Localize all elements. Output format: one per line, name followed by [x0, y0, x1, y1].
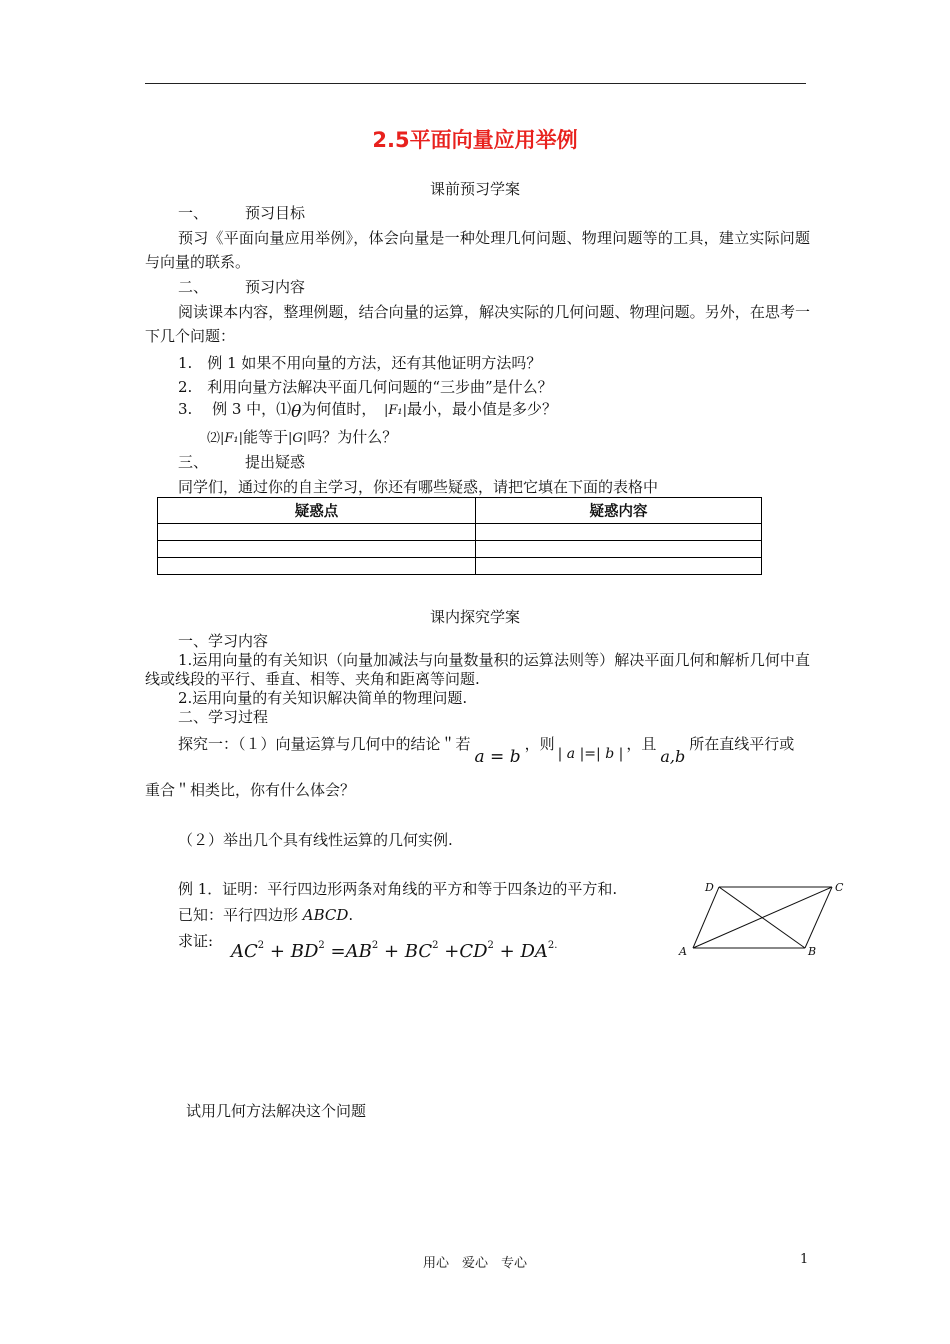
learn-item-1: 1.运用向量的有关知识（向量加减法与向量数量积的运算法则等）解决平面几何和解析几何中直线或线段的平行、垂直、相等、夹角和距离等问题.	[145, 651, 810, 688]
term-da: DA	[520, 941, 548, 962]
explore-1	[178, 733, 795, 767]
table-header-point: 疑惑点	[158, 498, 476, 524]
explore-eq: a = b	[474, 747, 521, 767]
prove-label: 求证:	[178, 932, 214, 950]
vertex-b-label: B	[808, 945, 817, 958]
page-title: 2.5平面向量应用举例	[372, 128, 578, 152]
exp: 2	[318, 940, 325, 951]
page-number: 1	[800, 1252, 809, 1267]
op-plus: +	[383, 941, 400, 962]
q3-f1: |F₁|	[383, 403, 407, 418]
doubt-title: 提出疑惑	[245, 453, 306, 471]
learn-item-2: 2.运用向量的有关知识解决简单的物理问题.	[178, 689, 468, 707]
q4-mid: 能等于	[243, 428, 289, 446]
explore-tail: 所在直线平行或	[689, 735, 795, 753]
question-2: 2. 利用向量方法解决平面几何问题的“三步曲”是什么？	[178, 378, 553, 396]
table-header-content: 疑惑内容	[476, 498, 762, 524]
section-heading-in: 课内探究学案	[429, 608, 520, 626]
q4-g: |G|	[288, 431, 308, 446]
table-cell[interactable]	[476, 558, 762, 575]
table-cell[interactable]	[158, 524, 476, 541]
explore-abs: | a |=| b |	[557, 746, 624, 762]
table-cell[interactable]	[476, 541, 762, 558]
table-row	[158, 558, 762, 575]
term-cd: CD	[459, 941, 488, 962]
exp: 2	[547, 940, 555, 951]
given-abcd: ABCD	[302, 906, 349, 924]
goal-title: 预习目标	[245, 204, 306, 222]
vertex-c-label: C	[835, 881, 844, 894]
prove-formula	[231, 940, 557, 962]
q3-mid: 为何值时，	[301, 400, 369, 418]
content-num: 二、	[178, 278, 209, 296]
q3-tail: 最小，最小值是多少？	[406, 400, 557, 418]
term-ac: AC	[231, 941, 258, 962]
end-dot: .	[554, 940, 558, 951]
given-lead: 已知：平行四边形	[178, 906, 303, 924]
op-plus: +	[499, 941, 515, 962]
table-row	[158, 541, 762, 558]
op-eq: =	[330, 941, 346, 962]
question-1: 1. 例 1 如果不用向量的方法，还有其他证明方法吗？	[178, 354, 542, 372]
op-plus: +	[269, 941, 285, 962]
given-dot: .	[348, 906, 354, 924]
vertex-a-label: A	[679, 945, 687, 958]
header-rule	[145, 83, 806, 84]
content-text: 阅读课本内容，整理例题，结合向量的运算，解决实际的几何问题、物理问题。另外，在思考一下几个问题：	[145, 303, 810, 345]
q4-tail: 吗？为什么？	[307, 428, 398, 446]
parallelogram-figure	[675, 876, 850, 960]
goal-num: 一、	[178, 204, 209, 222]
example-1: 例 1．证明：平行四边形两条对角线的平方和等于四条边的平方和.	[178, 880, 618, 898]
table-header-row	[158, 498, 762, 524]
exp: 2	[487, 940, 494, 951]
doubt-num: 三、	[178, 453, 209, 471]
explore-lead: 探究一：（１）向量运算与几何中的结论＂若	[178, 735, 471, 753]
given	[178, 904, 353, 925]
exp: 2	[371, 940, 379, 951]
explore-and: ，且	[626, 735, 657, 753]
exp: 2	[257, 940, 265, 951]
q3-theta: θ	[291, 402, 302, 422]
learn-title: 一、学习内容	[178, 632, 269, 650]
table-cell[interactable]	[158, 558, 476, 575]
question-4	[207, 426, 397, 447]
op-plus: +	[444, 941, 460, 962]
explore-1-cont: 重合＂相类比，你有什么体会？	[145, 781, 356, 799]
table-row	[158, 524, 762, 541]
table-cell[interactable]	[158, 541, 476, 558]
try-geometric: 试用几何方法解决这个问题	[186, 1102, 367, 1120]
doubt-table	[157, 497, 762, 575]
term-bd: BD	[290, 941, 319, 962]
term-ab: AB	[345, 941, 372, 962]
content-title: 预习内容	[245, 278, 306, 296]
q4-lead: ⑵	[207, 431, 221, 446]
section-heading-pre: 课前预习学案	[429, 180, 520, 198]
goal-text: 预习《平面向量应用举例》，体会向量是一种处理几何问题、物理问题等的工具，建立实际问题与向量的联系。	[145, 229, 810, 271]
q3-lead: 3. 例 3 中，⑴	[178, 400, 292, 418]
explore-2: （２）举出几个具有线性运算的几何实例.	[178, 831, 453, 849]
term-bc: BC	[404, 941, 433, 962]
explore-then: ，则	[524, 735, 555, 753]
footer-motto: 用心 爱心 专心	[422, 1256, 527, 1271]
exp: 2	[432, 940, 439, 951]
table-cell[interactable]	[476, 524, 762, 541]
q4-f1: |F₁|	[220, 431, 244, 446]
explore-ab: a,b	[660, 747, 686, 766]
doubt-text: 同学们，通过你的自主学习，你还有哪些疑惑，请把它填在下面的表格中	[178, 478, 659, 496]
question-3	[178, 398, 557, 422]
process-title: 二、学习过程	[178, 708, 269, 726]
vertex-d-label: D	[705, 881, 714, 894]
